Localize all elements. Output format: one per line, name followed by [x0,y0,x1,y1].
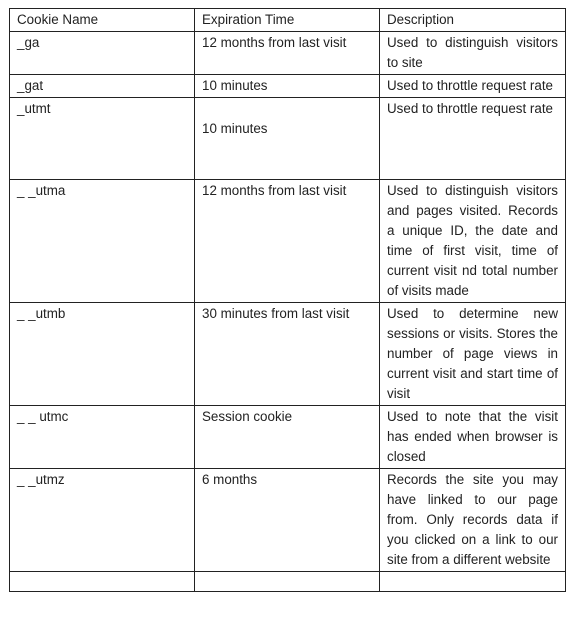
cell-description: Used to throttle request rate [380,98,566,180]
cell-description: Used to note that the visit has ended when browser is closed [380,406,566,469]
cell-empty [195,572,380,592]
cell-spacer [202,99,372,119]
cell-cookie-name: _ _ utmc [10,406,195,469]
cell-description: Used to distinguish visitors to site [380,32,566,75]
table-row [10,469,566,572]
cell-expiration: 10 minutes [195,75,380,98]
cell-empty [380,572,566,592]
cell-description: Used to determine new sessions or visits. Stores the number of page views in current visit and start time of visit [380,303,566,406]
table-row-empty [10,572,566,592]
cell-expiration: 10 minutes [202,121,268,136]
table-row [10,406,566,469]
table-row [10,98,566,180]
cell-cookie-name: _ _utmb [10,303,195,406]
cell-cookie-name: _utmt [10,98,195,180]
cell-expiration: Session cookie [195,406,380,469]
cell-empty [10,572,195,592]
header-description: Description [380,9,566,32]
table-row [10,303,566,406]
cell-description: Used to throttle request rate [380,75,566,98]
table-row [10,75,566,98]
cell-cookie-name: _ _utma [10,180,195,303]
table-header-row [10,9,566,32]
cell-cookie-name: _gat [10,75,195,98]
table-row [10,180,566,303]
cell-description: Records the site you may have linked to our page from. Only records data if you clicked on a link to our site from a different website [380,469,566,572]
header-cookie-name: Cookie Name [10,9,195,32]
cell-expiration: 12 months from last visit [195,32,380,75]
cell-expiration: 12 months from last visit [195,180,380,303]
cell-cookie-name: _ga [10,32,195,75]
cell-description: Used to distinguish visitors and pages visited. Records a unique ID, the date and time of first visit, time of current visit nd total number of visits made [380,180,566,303]
header-expiration-time: Expiration Time [195,9,380,32]
cell-expiration: 30 minutes from last visit [195,303,380,406]
cookie-table [9,8,566,592]
cell-expiration: 6 months [195,469,380,572]
table-row [10,32,566,75]
cell-expiration-wrap [195,98,380,180]
cell-cookie-name: _ _utmz [10,469,195,572]
